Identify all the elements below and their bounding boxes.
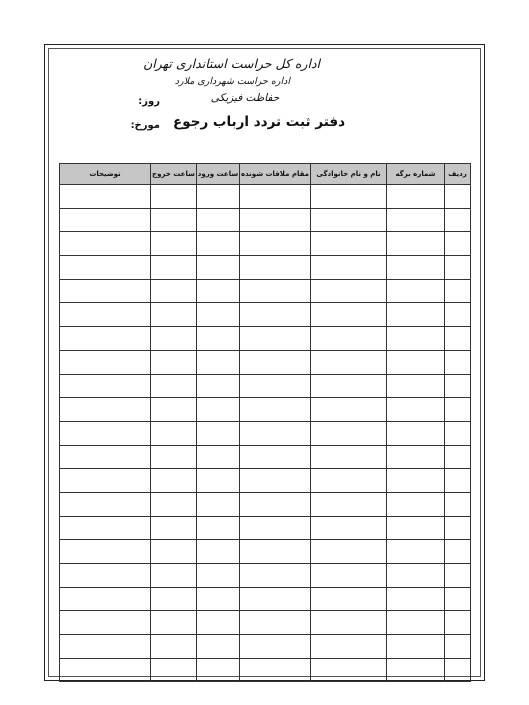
table-row bbox=[60, 564, 471, 588]
table-cell[interactable] bbox=[445, 327, 471, 351]
table-cell[interactable] bbox=[445, 350, 471, 374]
table-cell[interactable] bbox=[197, 587, 240, 611]
table-row bbox=[60, 208, 471, 232]
table-cell[interactable] bbox=[387, 303, 445, 327]
table-cell[interactable] bbox=[387, 492, 445, 516]
table-cell[interactable] bbox=[60, 256, 151, 280]
table-cell[interactable] bbox=[151, 185, 197, 209]
table-cell[interactable] bbox=[197, 540, 240, 564]
table-cell[interactable] bbox=[445, 279, 471, 303]
table-cell[interactable] bbox=[240, 540, 311, 564]
table-cell[interactable] bbox=[197, 303, 240, 327]
table-cell[interactable] bbox=[387, 587, 445, 611]
table-cell[interactable] bbox=[387, 279, 445, 303]
table-cell[interactable] bbox=[151, 279, 197, 303]
table-row bbox=[60, 469, 471, 493]
table-cell[interactable] bbox=[445, 469, 471, 493]
table-cell[interactable] bbox=[151, 516, 197, 540]
date-label: مورخ: bbox=[130, 120, 160, 131]
table-cell[interactable] bbox=[240, 611, 311, 635]
table-cell[interactable] bbox=[197, 232, 240, 256]
table-row bbox=[60, 327, 471, 351]
table-cell[interactable] bbox=[240, 279, 311, 303]
visitor-log-table bbox=[59, 163, 471, 682]
table-cell[interactable] bbox=[311, 350, 387, 374]
table-cell[interactable] bbox=[151, 611, 197, 635]
table-cell[interactable] bbox=[197, 374, 240, 398]
table-cell[interactable] bbox=[311, 421, 387, 445]
table-cell[interactable] bbox=[60, 611, 151, 635]
table-cell[interactable] bbox=[311, 208, 387, 232]
table-cell[interactable] bbox=[445, 540, 471, 564]
table-body bbox=[60, 185, 471, 682]
table-cell[interactable] bbox=[151, 635, 197, 659]
table-cell[interactable] bbox=[151, 232, 197, 256]
table-cell[interactable] bbox=[197, 492, 240, 516]
department-name: اداره حراست شهرداری ملارد bbox=[174, 76, 290, 87]
table-cell[interactable] bbox=[240, 658, 311, 682]
table-cell[interactable] bbox=[151, 658, 197, 682]
table-cell[interactable] bbox=[151, 303, 197, 327]
table-cell[interactable] bbox=[60, 421, 151, 445]
table-row bbox=[60, 185, 471, 209]
table-cell[interactable] bbox=[387, 208, 445, 232]
table-cell[interactable] bbox=[240, 635, 311, 659]
table-cell[interactable] bbox=[240, 587, 311, 611]
table-cell[interactable] bbox=[445, 185, 471, 209]
table-cell[interactable] bbox=[151, 398, 197, 422]
table-cell[interactable] bbox=[197, 185, 240, 209]
table-cell[interactable] bbox=[387, 350, 445, 374]
table-row bbox=[60, 232, 471, 256]
table-cell[interactable] bbox=[197, 658, 240, 682]
table-row bbox=[60, 421, 471, 445]
table-row bbox=[60, 350, 471, 374]
table-cell[interactable] bbox=[445, 564, 471, 588]
column-header-entry-time: ساعت ورود bbox=[197, 164, 240, 185]
table-cell[interactable] bbox=[311, 185, 387, 209]
table-cell[interactable] bbox=[387, 635, 445, 659]
table-row bbox=[60, 611, 471, 635]
table-cell[interactable] bbox=[240, 374, 311, 398]
table-row bbox=[60, 516, 471, 540]
table-cell[interactable] bbox=[151, 469, 197, 493]
table-cell[interactable] bbox=[387, 658, 445, 682]
table-cell[interactable] bbox=[387, 327, 445, 351]
table-cell[interactable] bbox=[445, 232, 471, 256]
table-cell[interactable] bbox=[311, 587, 387, 611]
table-row bbox=[60, 256, 471, 280]
table-cell[interactable] bbox=[387, 445, 445, 469]
table-cell[interactable] bbox=[387, 421, 445, 445]
table-cell[interactable] bbox=[240, 185, 311, 209]
table-cell[interactable] bbox=[197, 398, 240, 422]
table-cell[interactable] bbox=[387, 256, 445, 280]
table-cell[interactable] bbox=[311, 279, 387, 303]
table-cell[interactable] bbox=[445, 303, 471, 327]
table-row bbox=[60, 303, 471, 327]
table-cell[interactable] bbox=[151, 350, 197, 374]
table-cell[interactable] bbox=[151, 327, 197, 351]
table-cell[interactable] bbox=[151, 540, 197, 564]
table-cell[interactable] bbox=[151, 587, 197, 611]
table-cell[interactable] bbox=[387, 516, 445, 540]
table-cell[interactable] bbox=[197, 635, 240, 659]
table-cell[interactable] bbox=[151, 492, 197, 516]
table-cell[interactable] bbox=[60, 279, 151, 303]
table-cell[interactable] bbox=[60, 445, 151, 469]
table-cell[interactable] bbox=[387, 185, 445, 209]
table-cell[interactable] bbox=[197, 208, 240, 232]
table-cell[interactable] bbox=[240, 469, 311, 493]
column-header-exit-time: ساعت خروج bbox=[151, 164, 197, 185]
table-cell[interactable] bbox=[197, 327, 240, 351]
table-cell[interactable] bbox=[311, 256, 387, 280]
table-cell[interactable] bbox=[445, 516, 471, 540]
table-cell[interactable] bbox=[60, 185, 151, 209]
table-cell[interactable] bbox=[197, 469, 240, 493]
table-cell[interactable] bbox=[311, 303, 387, 327]
table-cell[interactable] bbox=[311, 635, 387, 659]
table-cell[interactable] bbox=[197, 256, 240, 280]
table-cell[interactable] bbox=[240, 421, 311, 445]
table-cell[interactable] bbox=[197, 611, 240, 635]
table-cell[interactable] bbox=[240, 398, 311, 422]
table-row bbox=[60, 398, 471, 422]
table-cell[interactable] bbox=[60, 635, 151, 659]
unit-name: حفاظت فیزیکی bbox=[210, 92, 280, 104]
table-cell[interactable] bbox=[445, 587, 471, 611]
table-cell[interactable] bbox=[240, 445, 311, 469]
table-cell[interactable] bbox=[311, 564, 387, 588]
table-cell[interactable] bbox=[60, 374, 151, 398]
table-cell[interactable] bbox=[60, 232, 151, 256]
table-cell[interactable] bbox=[60, 540, 151, 564]
table-cell[interactable] bbox=[240, 256, 311, 280]
table-cell[interactable] bbox=[60, 516, 151, 540]
column-header-notes: توضیحات bbox=[60, 164, 151, 185]
table-cell[interactable] bbox=[240, 564, 311, 588]
table-cell[interactable] bbox=[445, 635, 471, 659]
table-cell[interactable] bbox=[151, 421, 197, 445]
column-header-slip-number: شماره برگه bbox=[387, 164, 445, 185]
table-cell[interactable] bbox=[311, 492, 387, 516]
table-row bbox=[60, 587, 471, 611]
table-cell[interactable] bbox=[197, 516, 240, 540]
table-cell[interactable] bbox=[387, 374, 445, 398]
table-cell[interactable] bbox=[445, 398, 471, 422]
table-cell[interactable] bbox=[311, 327, 387, 351]
organization-name: اداره کل حراست استانداری تهران bbox=[143, 56, 320, 71]
table-row bbox=[60, 540, 471, 564]
table-cell[interactable] bbox=[240, 232, 311, 256]
table-cell[interactable] bbox=[60, 350, 151, 374]
table-cell[interactable] bbox=[387, 398, 445, 422]
table-cell[interactable] bbox=[445, 208, 471, 232]
table-header-row bbox=[60, 164, 471, 185]
document-title: دفتر ثبت تردد ارباب رجوع bbox=[173, 114, 345, 130]
table-cell[interactable] bbox=[240, 327, 311, 351]
table-cell[interactable] bbox=[240, 303, 311, 327]
table-cell[interactable] bbox=[197, 350, 240, 374]
table-cell[interactable] bbox=[197, 445, 240, 469]
table-cell[interactable] bbox=[60, 303, 151, 327]
table-cell[interactable] bbox=[387, 540, 445, 564]
table-row bbox=[60, 374, 471, 398]
table-cell[interactable] bbox=[60, 398, 151, 422]
table-cell[interactable] bbox=[311, 445, 387, 469]
column-header-host-official: مقام ملاقات شونده bbox=[240, 164, 311, 185]
table-cell[interactable] bbox=[60, 208, 151, 232]
table-row bbox=[60, 635, 471, 659]
table-cell[interactable] bbox=[151, 208, 197, 232]
table-row bbox=[60, 445, 471, 469]
table-cell[interactable] bbox=[60, 327, 151, 351]
table-cell[interactable] bbox=[240, 350, 311, 374]
table-cell[interactable] bbox=[445, 374, 471, 398]
column-header-row-number: ردیف bbox=[445, 164, 471, 185]
table-cell[interactable] bbox=[445, 256, 471, 280]
table-cell[interactable] bbox=[387, 469, 445, 493]
column-header-full-name: نام و نام خانوادگی bbox=[311, 164, 387, 185]
table-cell[interactable] bbox=[151, 256, 197, 280]
table-cell[interactable] bbox=[240, 208, 311, 232]
table-cell[interactable] bbox=[311, 398, 387, 422]
table-cell[interactable] bbox=[387, 232, 445, 256]
table-cell[interactable] bbox=[60, 492, 151, 516]
table-cell[interactable] bbox=[445, 445, 471, 469]
table-cell[interactable] bbox=[445, 492, 471, 516]
table-row bbox=[60, 492, 471, 516]
table-cell[interactable] bbox=[151, 374, 197, 398]
table-cell[interactable] bbox=[60, 564, 151, 588]
table-cell[interactable] bbox=[445, 421, 471, 445]
table-row bbox=[60, 658, 471, 682]
table-cell[interactable] bbox=[311, 516, 387, 540]
table-cell[interactable] bbox=[311, 232, 387, 256]
table-row bbox=[60, 279, 471, 303]
day-label: روز: bbox=[138, 96, 160, 107]
table-cell[interactable] bbox=[445, 658, 471, 682]
table-cell[interactable] bbox=[60, 658, 151, 682]
table-cell[interactable] bbox=[197, 421, 240, 445]
table-cell[interactable] bbox=[151, 445, 197, 469]
table-cell[interactable] bbox=[311, 611, 387, 635]
table-cell[interactable] bbox=[311, 658, 387, 682]
table-cell[interactable] bbox=[151, 564, 197, 588]
table-cell[interactable] bbox=[311, 540, 387, 564]
table-cell[interactable] bbox=[387, 611, 445, 635]
table-cell[interactable] bbox=[60, 587, 151, 611]
table-cell[interactable] bbox=[197, 279, 240, 303]
table-cell[interactable] bbox=[445, 611, 471, 635]
table-cell[interactable] bbox=[240, 492, 311, 516]
table-cell[interactable] bbox=[387, 564, 445, 588]
table-cell[interactable] bbox=[311, 469, 387, 493]
table-cell[interactable] bbox=[60, 469, 151, 493]
table-cell[interactable] bbox=[197, 564, 240, 588]
table-cell[interactable] bbox=[240, 516, 311, 540]
table-cell[interactable] bbox=[311, 374, 387, 398]
